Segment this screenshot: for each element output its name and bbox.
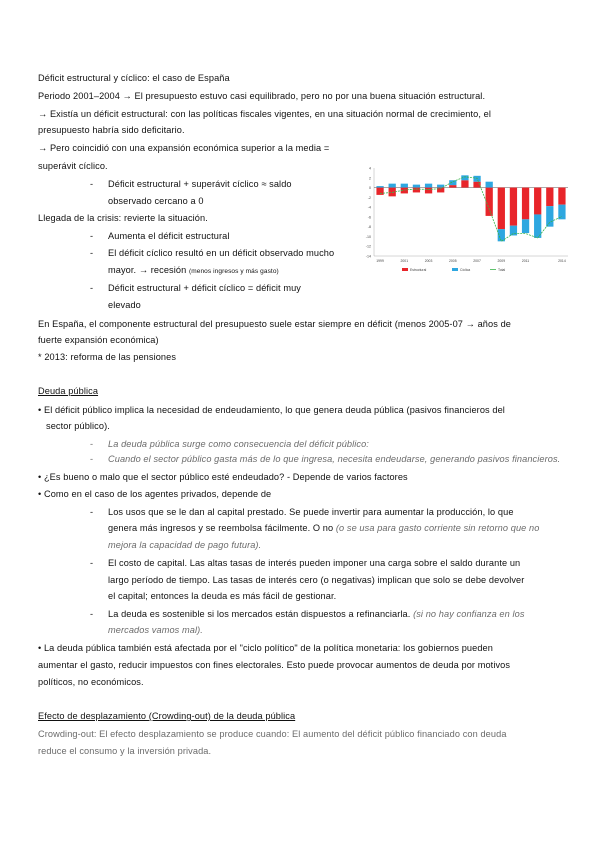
bar-structural [425,188,432,194]
section-title-deuda: Deuda pública [38,386,99,396]
bullet-text: Los usos que se le dan al capital prestado. Se puede invertir para aumentar la producción, lo que [108,507,514,517]
section-title-deficit: Déficit estructural y cíclico: el caso de España [38,73,230,83]
y-tick-label: 2 [369,176,371,181]
bar-structural [558,188,565,205]
bullet-text: La deuda es sostenible si los mercados están dispuestos a refinanciarla. (si no hay confianza en los [108,609,525,619]
text-line: • El déficit público implica la necesidad de endeudamiento, lo que genera deuda pública (pasivos financieros del [38,405,505,415]
bar-structural [376,188,383,195]
text-line: superávit cíclico. [38,161,108,171]
bar-cyclical [498,229,505,241]
y-tick-label: 4 [369,166,371,171]
y-tick-label: -12 [365,244,371,249]
text-line: → Pero coincidió con una expansión económica superior a la media = [38,143,330,153]
bullet-text: observado cercano a 0 [108,196,204,206]
text-line: políticos, no económicos. [38,677,144,687]
bullet-text: el capital; entonces la deuda es más fácil de gestionar. [108,591,337,601]
bar-structural [546,188,553,207]
y-tick-label: -8 [367,225,371,230]
y-tick-label: -4 [367,205,371,210]
text-line: → Existía un déficit estructural: con las políticas fiscales vigentes, en una situación normal de crecimiento, el [38,109,492,119]
bullet-dash: - [90,454,94,464]
x-tick-label: 2001 [400,259,409,263]
text-line: • ¿Es bueno o malo que el sector público esté endeudado? - Depende de varios factores [38,472,408,482]
text-line: • La deuda pública también está afectada por el "ciclo político" de la política monetaria: los gobiernos pueden [38,643,493,653]
bullet-text: elevado [108,300,141,310]
bar-structural [498,188,505,230]
bullet-dash: - [90,439,94,449]
bar-cyclical [425,184,432,188]
bullet-text: El déficit cíclico resultó en un déficit observado mucho [108,248,335,258]
bullet-text: Déficit estructural + déficit cíclico = déficit muy [108,283,301,293]
text-line: Periodo 2001–2004 → El presupuesto estuvo casi equilibrado, pero no por una buena situación estructural. [38,91,486,101]
bar-structural [413,188,420,193]
bar-structural [449,185,456,187]
grey-note: mejora la capacidad de pago futura). [108,540,262,550]
bullet-text: Déficit estructural + superávit cíclico ≈ saldo [108,179,292,189]
bar-cyclical [401,184,408,188]
legend-swatch [452,268,458,271]
bullet-text: Aumenta el déficit estructural [108,231,230,241]
bar-structural [522,188,529,220]
y-tick-label: -10 [365,234,371,239]
x-tick-label: 1999 [376,259,384,263]
bar-cyclical [413,185,420,188]
bar-cyclical [510,226,517,236]
bar-cyclical [522,219,529,233]
bullet-dash: - [90,507,94,517]
bar-cyclical [376,186,383,187]
x-tick-label: 2011 [521,259,530,263]
x-tick-label: 2005 [449,259,457,263]
text-line: Crowding-out: El efecto desplazamiento se produce cuando: El aumento del déficit público financiado con deuda [38,729,507,739]
grey-note: La deuda pública surge como consecuencia del déficit público: [108,439,369,449]
bar-structural [510,188,517,226]
bullet-text: largo período de tiempo. Las tasas de interés cero (o negativas) implican que solo se debe devolver [108,575,525,585]
bullet-text: genera más ingresos y se reembolsa fácilmente. O no (o se usa para gasto corriente sin retorno que no [108,523,540,533]
bar-structural [473,182,480,188]
text-line: En España, el componente estructural del presupuesto suele estar siempre en déficit (menos 2005-07 → años de [38,319,511,329]
grey-note: Cuando el sector público gasta más de lo que ingresa, necesita endeudarse, generando pasivos financieros. [108,454,561,464]
bar-cyclical [486,182,493,188]
text-line: • Como en el caso de los agentes privados, depende de [38,489,272,499]
text-line: aumentar el gasto, reducir impuestos con fines electorales. Esto puede provocar aumentos de deuda por motivos [38,660,511,670]
bullet-dash: - [90,558,94,568]
y-tick-label: -6 [367,215,371,220]
x-tick-label: 2003 [424,259,433,263]
grey-note: mercados vamos mal). [108,625,203,635]
bar-structural [486,188,493,216]
bullet-text: mayor. → recesión (menos ingresos y más gasto) [108,265,279,275]
legend-label: Cíclica [460,268,471,272]
deficit-chart [360,164,574,282]
text-line: fuerte expansión económica) [38,335,159,345]
bullet-dash: - [90,283,94,293]
text-line: * 2013: reforma de las pensiones [38,352,177,362]
bar-cyclical [389,184,396,188]
bullet-dash: - [90,248,94,258]
x-tick-label: 2007 [473,259,481,263]
bar-structural [534,188,541,215]
text-line: Llegada de la crisis: revierte la situación. [38,213,208,223]
x-tick-label: 2014 [558,259,566,263]
text-line: presupuesto habría sido deficitario. [38,125,185,135]
legend-label: Total [498,268,506,272]
bullet-dash: - [90,179,94,189]
legend-label: Estructural [410,268,427,272]
bar-structural [389,188,396,197]
bar-cyclical [558,205,565,220]
x-tick-label: 2009 [497,259,506,263]
y-tick-label: -14 [365,254,371,259]
bullet-text: El costo de capital. Las altas tasas de interés pueden imponer una carga sobre el saldo durante un [108,558,521,568]
text-line: reduce el consumo y la inversión privada. [38,746,212,756]
y-tick-label: -2 [367,195,371,200]
section-title-crowding: Efecto de desplazamiento (Crowding-out) de la deuda pública [38,711,296,721]
text-line: sector público). [46,421,110,431]
legend-swatch [402,268,408,271]
bullet-dash: - [90,231,94,241]
bar-cyclical [546,206,553,227]
y-tick-label: 0 [369,186,371,191]
bullet-dash: - [90,609,94,619]
bar-structural [461,180,468,187]
